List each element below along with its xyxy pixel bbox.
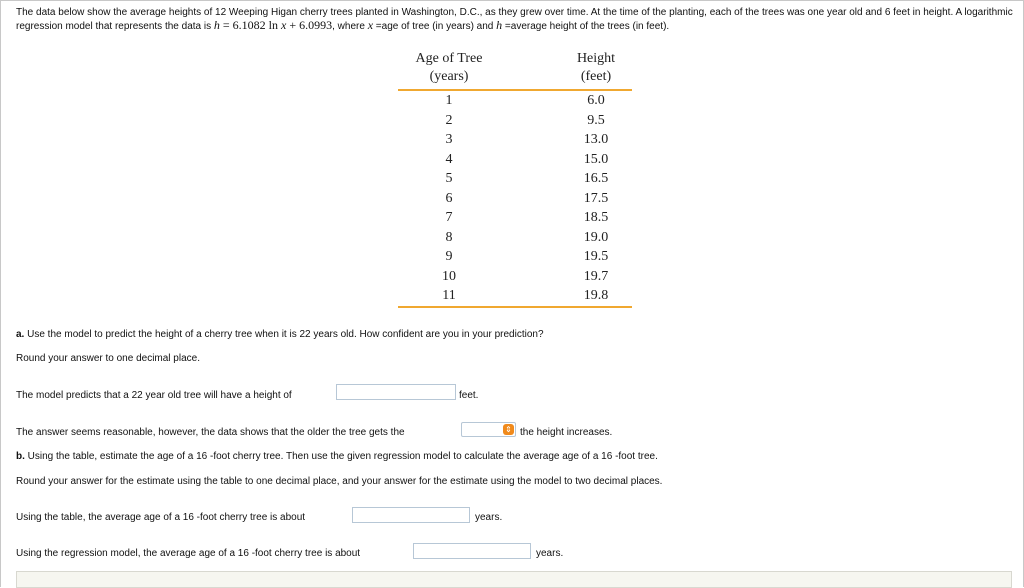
height-cell: 19.7 (583, 268, 609, 284)
height-cell: 9.5 (587, 112, 605, 128)
height-cell: 17.5 (583, 190, 609, 206)
problem-intro (16, 6, 1016, 33)
age-column-header: Age of Tree (years) (415, 51, 483, 84)
model-estimate-label: Using the regression model, the average age of a 16 -foot cherry tree is about (16, 548, 361, 559)
next-section-bar (16, 571, 1012, 588)
intro-text: , where (332, 21, 368, 32)
part-a-question: a. Use the model to predict the height of a cherry tree when it is 22 years old. How confident are you in your prediction? (16, 329, 544, 340)
data-table (398, 49, 632, 308)
var-h: h (213, 18, 220, 32)
var-x: x (281, 18, 287, 32)
age-cell: 11 (442, 288, 456, 303)
table-row (398, 111, 632, 131)
reason-dropdown[interactable] (461, 422, 516, 437)
table-row (398, 150, 632, 170)
years-unit-label: years. (475, 512, 503, 523)
intro-text: The data below show the average heights of 12 Weeping Higan cherry trees planted in Washington, D.C., as they grew over time. At the time of the planting, each of the trees was one year old and 6 feet in height. A logarithmic regression model that represents the data is (16, 7, 1013, 32)
age-cell: 9 (445, 249, 453, 264)
equation-part: = 6.1082 ln (219, 18, 281, 32)
table-row (398, 189, 632, 209)
table-row (398, 286, 632, 307)
height-cell: 18.5 (583, 210, 609, 225)
intro-text: =average height of the trees (in feet). (502, 21, 670, 32)
var-x: x (367, 18, 374, 32)
height-column-header: Height (feet) (576, 51, 616, 84)
table-row (398, 267, 632, 287)
feet-unit-label: feet. (459, 390, 479, 401)
predict-label: The model predicts that a 22 year old tree will have a height of (16, 390, 292, 401)
part-a-rounding: Round your answer to one decimal place. (16, 353, 200, 364)
table-row (398, 228, 632, 248)
reason-suffix-label: the height increases. (520, 427, 613, 438)
table-row (398, 90, 632, 111)
dropdown-arrows-icon: ⇕ (503, 424, 514, 435)
age-cell: 5 (445, 171, 453, 186)
height-cell: 19.8 (583, 288, 609, 303)
height-cell: 16.5 (583, 171, 609, 186)
table-row (398, 130, 632, 150)
table-row (398, 247, 632, 267)
var-h: h (496, 18, 503, 32)
age-cell: 3 (445, 132, 453, 147)
age-cell: 10 (442, 268, 456, 284)
height-cell: 6.0 (587, 93, 605, 108)
height-cell: 19.0 (583, 229, 609, 245)
height-cell: 15.0 (583, 151, 609, 167)
equation-part: + 6.0993 (286, 18, 333, 32)
age-cell: 8 (445, 229, 453, 245)
years-unit-label: years. (536, 548, 564, 559)
table-header-row (398, 49, 632, 90)
age-cell: 6 (445, 190, 453, 206)
part-b-question: b. Using the table, estimate the age of a 16 -foot cherry tree. Then use the given regression model to calculate the average age of a 16 -foot tree. (16, 451, 658, 462)
part-b-rounding: Round your answer for the estimate using the table to one decimal place, and your answer for the estimate using the model to two decimal places. (16, 476, 663, 487)
model-age-input[interactable] (413, 543, 531, 559)
age-cell: 4 (445, 151, 453, 167)
table-row (398, 169, 632, 189)
table-age-input[interactable] (352, 507, 470, 523)
reason-label: The answer seems reasonable, however, the data shows that the older the tree gets the (16, 427, 405, 438)
predicted-height-input[interactable] (336, 384, 456, 400)
height-cell: 19.5 (583, 249, 609, 264)
age-cell: 2 (445, 112, 453, 128)
table-estimate-label: Using the table, the average age of a 16 -foot cherry tree is about (16, 512, 306, 523)
height-cell: 13.0 (583, 132, 609, 147)
age-cell: 1 (445, 93, 453, 108)
table-row (398, 208, 632, 228)
age-cell: 7 (445, 210, 453, 225)
intro-text: =age of tree (in years) and (373, 21, 497, 32)
